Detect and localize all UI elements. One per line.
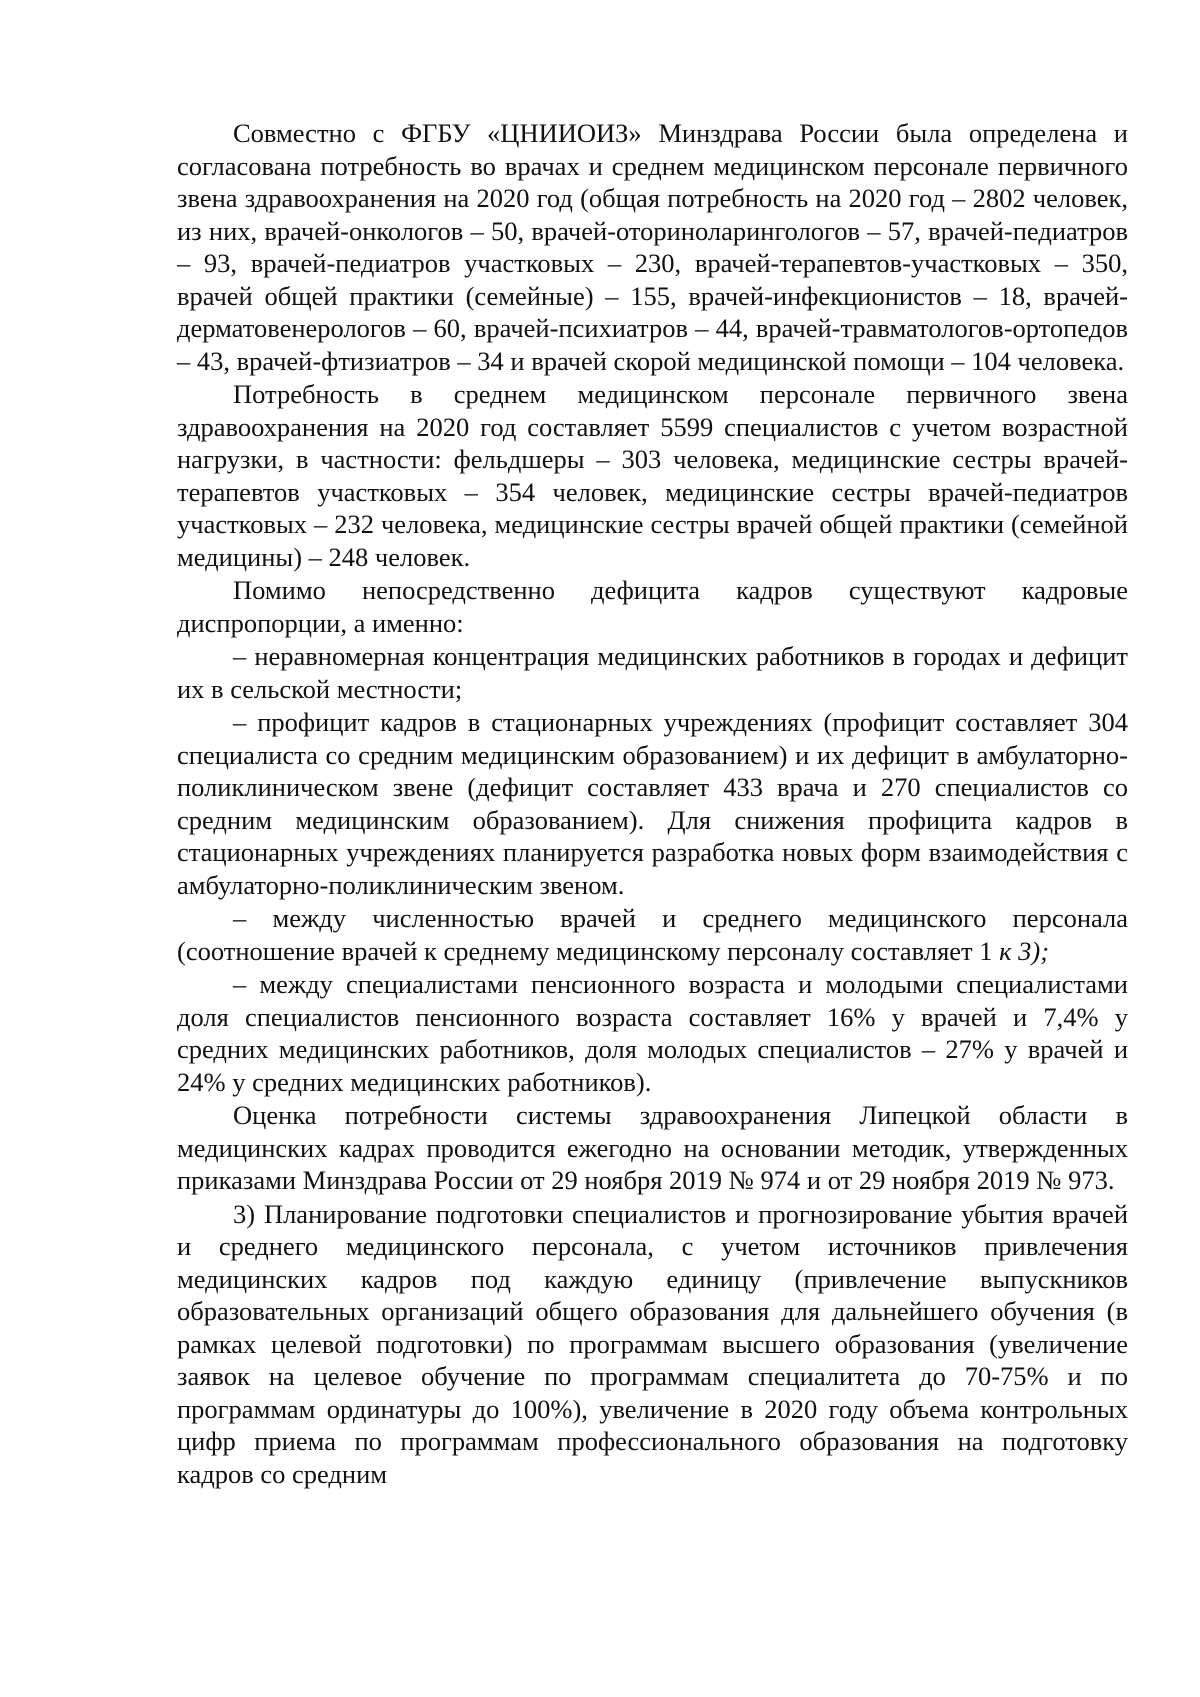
list-item-hospital-surplus <box>177 706 1128 901</box>
paragraph-text: Оценка потребности системы здравоохранения Липецкой области в медицинских кадрах проводится ежегодно на основании методик, утвержденных приказами Минздрава России от 29 ноября 2019 № 974 и от 29 ноября 2019 № 973. <box>177 1100 1128 1195</box>
list-item-text: – между специалистами пенсионного возраста и молодыми специалистами доля специалистов пенсионного возраста составляет 16% у врачей и 7,4% у средних медицинских работников, доля молодых специалистов – 27% у врачей и 24% у средних медицинских работников). <box>177 969 1128 1097</box>
paragraph-text: Совместно с ФГБУ «ЦНИИОИЗ» Минздрава России была определена и согласована потребность во врачах и среднем медицинском персонале первичного звена здравоохранения на 2020 год (общая потребность на 2020 год – 2802 человек, из них, врачей-онкологов – 50, врачей-оториноларингологов – 57, врачей-педиатров – 93, врачей-педиатров участковых – 230, врачей-терапевтов-участковых – 350, врачей общей практики (семейные) – 155, врачей-инфекционистов – 18, врачей-дерматовенерологов – 60, врачей-психиатров – 44, врачей-травматологов-ортопедов – 43, врачей-фтизиатров – 34 и врачей скорой медицинской помощи – 104 человека. <box>177 118 1128 376</box>
paragraph-training-planning <box>177 1198 1128 1491</box>
paragraph-text: 3) Планирование подготовки специалистов и прогнозирование убытия врачей и среднего медицинского персонала, с учетом источников привлечения медицинских кадров под каждую единицу (привлечение выпускников образовательных организаций общего образования для дальнейшего обучения (в рамках целевой подготовки) по программам высшего образования (увеличение заявок на целевое обучение по программам специалитета до 70-75% и по программам ординатуры до 100%), увеличение в 2020 году объема контрольных цифр приема по программам профессионального образования на подготовку кадров со средним <box>177 1198 1128 1489</box>
paragraph-nursing-staff-need <box>177 378 1128 573</box>
paragraph-text: Помимо непосредственно дефицита кадров существуют кадровые диспропорции, а именно: <box>177 575 1128 638</box>
list-item-urban-rural-imbalance <box>177 640 1128 705</box>
list-item-text: – неравномерная концентрация медицинских работников в городах и дефицит их в сельской местности; <box>177 641 1128 704</box>
list-item-text: – профицит кадров в стационарных учреждениях (профицит составляет 304 специалиста со средним медицинским образованием) и их дефицит в амбулаторно-поликлиническом звене (дефицит составляет 433 врача и 270 специалистов со средним медицинским образованием). Для снижения профицита кадров в стационарных учреждениях планируется разработка новых форм взаимодействия с амбулаторно-поликлиническим звеном. <box>177 707 1128 900</box>
paragraph-text: Потребность в среднем медицинском персонале первичного звена здравоохранения на 2020 год составляет 5599 специалистов с учетом возрастной нагрузки, в частности: фельдшеры – 303 человека, медицинские сестры врачей-терапевтов участковых – 354 человек, медицинские сестры врачей-педиатров участковых – 232 человека, медицинские сестры врачей общей практики (семейной медицины) – 248 человек. <box>177 379 1128 572</box>
list-item-doctor-nurse-ratio <box>177 902 1128 967</box>
document-body <box>177 117 1128 1491</box>
ratio-italic-text: к 3); <box>992 935 1050 966</box>
paragraph-staff-imbalances-intro <box>177 574 1128 639</box>
list-item-text: – между численностью врачей и среднего медицинского персонала (соотношение врачей к среднему медицинскому персоналу составляет 1 <box>177 903 1128 966</box>
paragraph-staffing-need-primary-care <box>177 117 1128 377</box>
paragraph-needs-assessment <box>177 1099 1128 1197</box>
list-item-age-imbalance <box>177 968 1128 1098</box>
